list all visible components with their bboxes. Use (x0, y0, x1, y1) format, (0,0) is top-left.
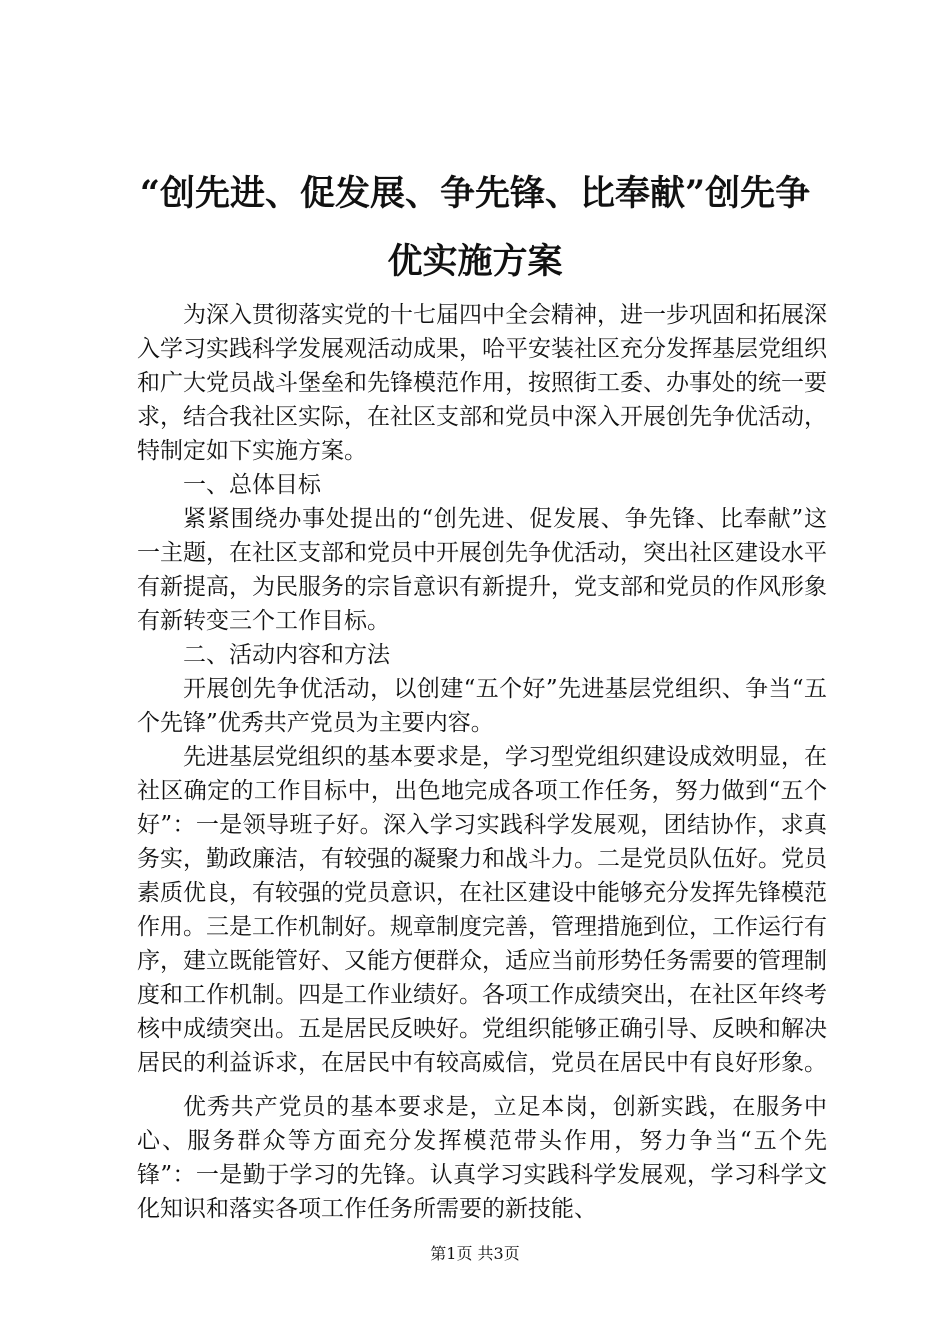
paragraph-party-member-requirements: 优秀共产党员的基本要求是，立足本岗，创新实践，在服务中心、服务群众等方面充分发挥模范带头作用，努力争当“五个先锋”：一是勤于学习的先锋。认真学习实践科学发展观，学习科学文化知识和落实各项工作任务所需要的新技能、 (137, 1094, 827, 1222)
page-footer: 第1页 共3页 (430, 1244, 520, 1263)
title-line-1: “创先进、促发展、争先锋、比奉献”创先争 (139, 173, 811, 214)
section-heading-activity-content: 二、活动内容和方法 (183, 642, 390, 668)
title-line-2: 优实施方案 (387, 241, 563, 282)
document-title (120, 160, 830, 296)
paragraph-overall-goal: 紧紧围绕办事处提出的“创先进、促发展、争先锋、比奉献”这一主题，在社区支部和党员中开展创先争优活动，突出社区建设水平有新提高，为民服务的宗旨意识有新提升，党支部和党员的作风形象有新转变三个工作目标。 (137, 506, 827, 634)
paragraph-intro: 为深入贯彻落实党的十七届四中全会精神，进一步巩固和拓展深入学习实践科学发展观活动成果，哈平安装社区充分发挥基层党组织和广大党员战斗堡垒和先锋模范作用，按照街工委、办事处的统一要求，结合我社区实际，在社区支部和党员中深入开展创先争优活动，特制定如下实施方案。 (137, 302, 827, 464)
paragraph-activity-content: 开展创先争优活动，以创建“五个好”先进基层党组织、争当“五个先锋”优秀共产党员为主要内容。 (137, 676, 827, 736)
section-heading-overall-goal: 一、总体目标 (183, 472, 321, 498)
paragraph-party-organization-requirements: 先进基层党组织的基本要求是，学习型党组织建设成效明显，在社区确定的工作目标中，出色地完成各项工作任务，努力做到“五个好”：一是领导班子好。深入学习实践科学发展观，团结协作，求真务实，勤政廉洁，有较强的凝聚力和战斗力。二是党员队伍好。党员素质优良，有较强的党员意识，在社区建设中能够充分发挥先锋模范作用。三是工作机制好。规章制度完善，管理措施到位，工作运行有序，建立既能管好、又能方便群众，适应当前形势任务需要的管理制度和工作机制。四是工作业绩好。各项工作成绩突出，在社区年终考核中成绩突出。五是居民反映好。党组织能够正确引导、反映和解决居民的利益诉求，在居民中有较高威信，党员在居民中有良好形象。 (137, 744, 827, 1076)
document-body (137, 298, 827, 1226)
